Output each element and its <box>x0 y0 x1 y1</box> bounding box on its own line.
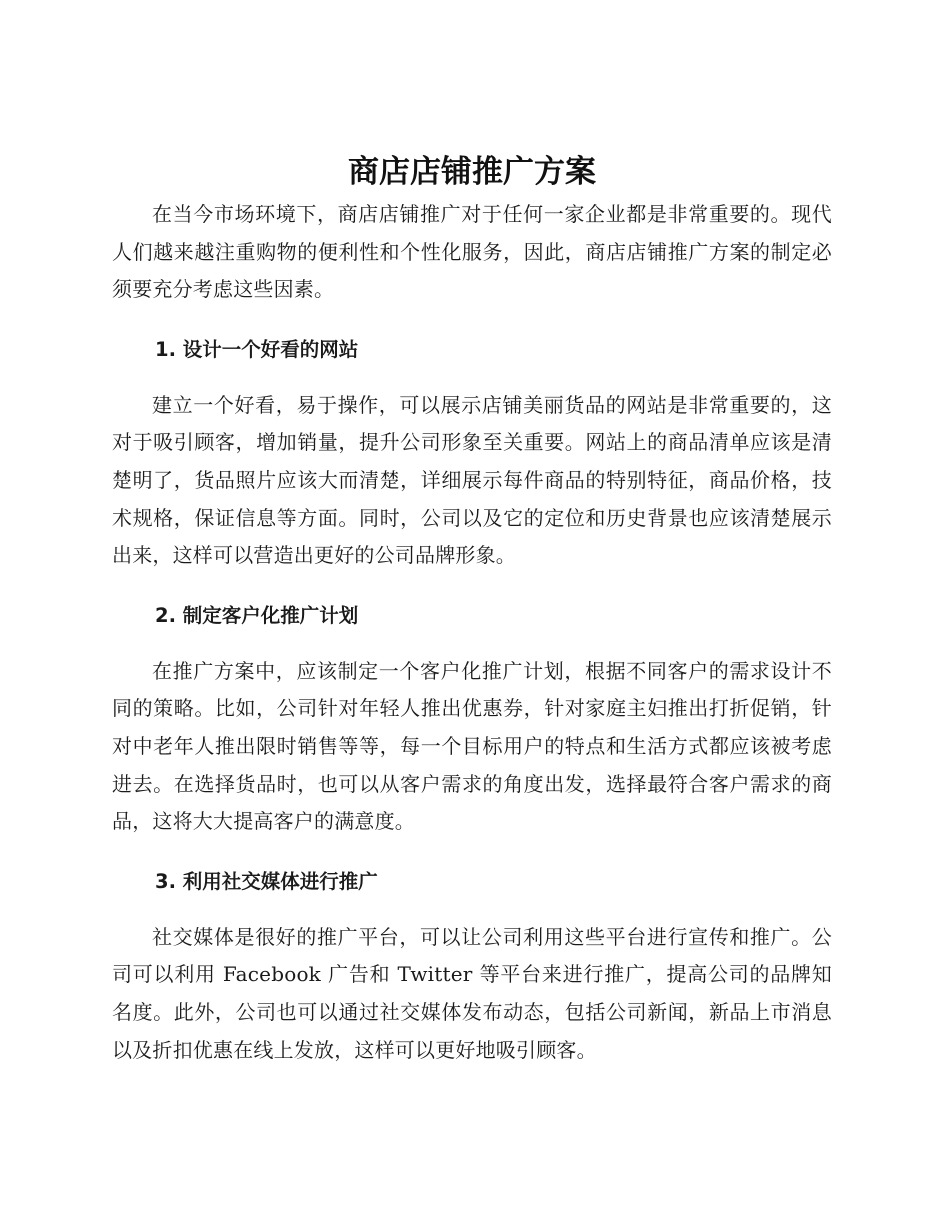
document-title: 商店店铺推广方案 <box>348 154 596 190</box>
section-heading-3: 3. 利用社交媒体进行推广 <box>155 869 378 893</box>
section-body-3: 社交媒体是很好的推广平台，可以让公司利用这些平台进行宣传和推广。公司可以利用 Facebook 广告和 Twitter 等平台来进行推广，提高公司的品牌知名度。此外，公司也可以通过社交媒体发布动态，包括公司新闻，新品上市消息以及折扣优惠在线上发放，这样可以更好地吸引顾客。 <box>112 924 832 1062</box>
section-body-1: 建立一个好看，易于操作，可以展示店铺美丽货品的网站是非常重要的，这对于吸引顾客，增加销量，提升公司形象至关重要。网站上的商品清单应该是清楚明了，货品照片应该大而清楚，详细展示每件商品的特别特征，商品价格，技术规格，保证信息等方面。同时，公司以及它的定位和历史背景也应该清楚展示出来，这样可以营造出更好的公司品牌形象。 <box>112 392 832 568</box>
section-body-2: 在推广方案中，应该制定一个客户化推广计划，根据不同客户的需求设计不同的策略。比如，公司针对年轻人推出优惠券，针对家庭主妇推出打折促销，针对中老年人推出限时销售等等，每一个目标用户的特点和生活方式都应该被考虑进去。在选择货品时，也可以从客户需求的角度出发，选择最符合客户需求的商品，这将大大提高客户的满意度。 <box>112 658 832 834</box>
intro-paragraph: 在当今市场环境下，商店店铺推广对于任何一家企业都是非常重要的。现代人们越来越注重购物的便利性和个性化服务，因此，商店店铺推广方案的制定必须要充分考虑这些因素。 <box>112 202 832 302</box>
section-heading-2: 2. 制定客户化推广计划 <box>155 603 359 627</box>
document-page <box>112 150 832 1069</box>
section-heading-1: 1. 设计一个好看的网站 <box>155 337 359 361</box>
